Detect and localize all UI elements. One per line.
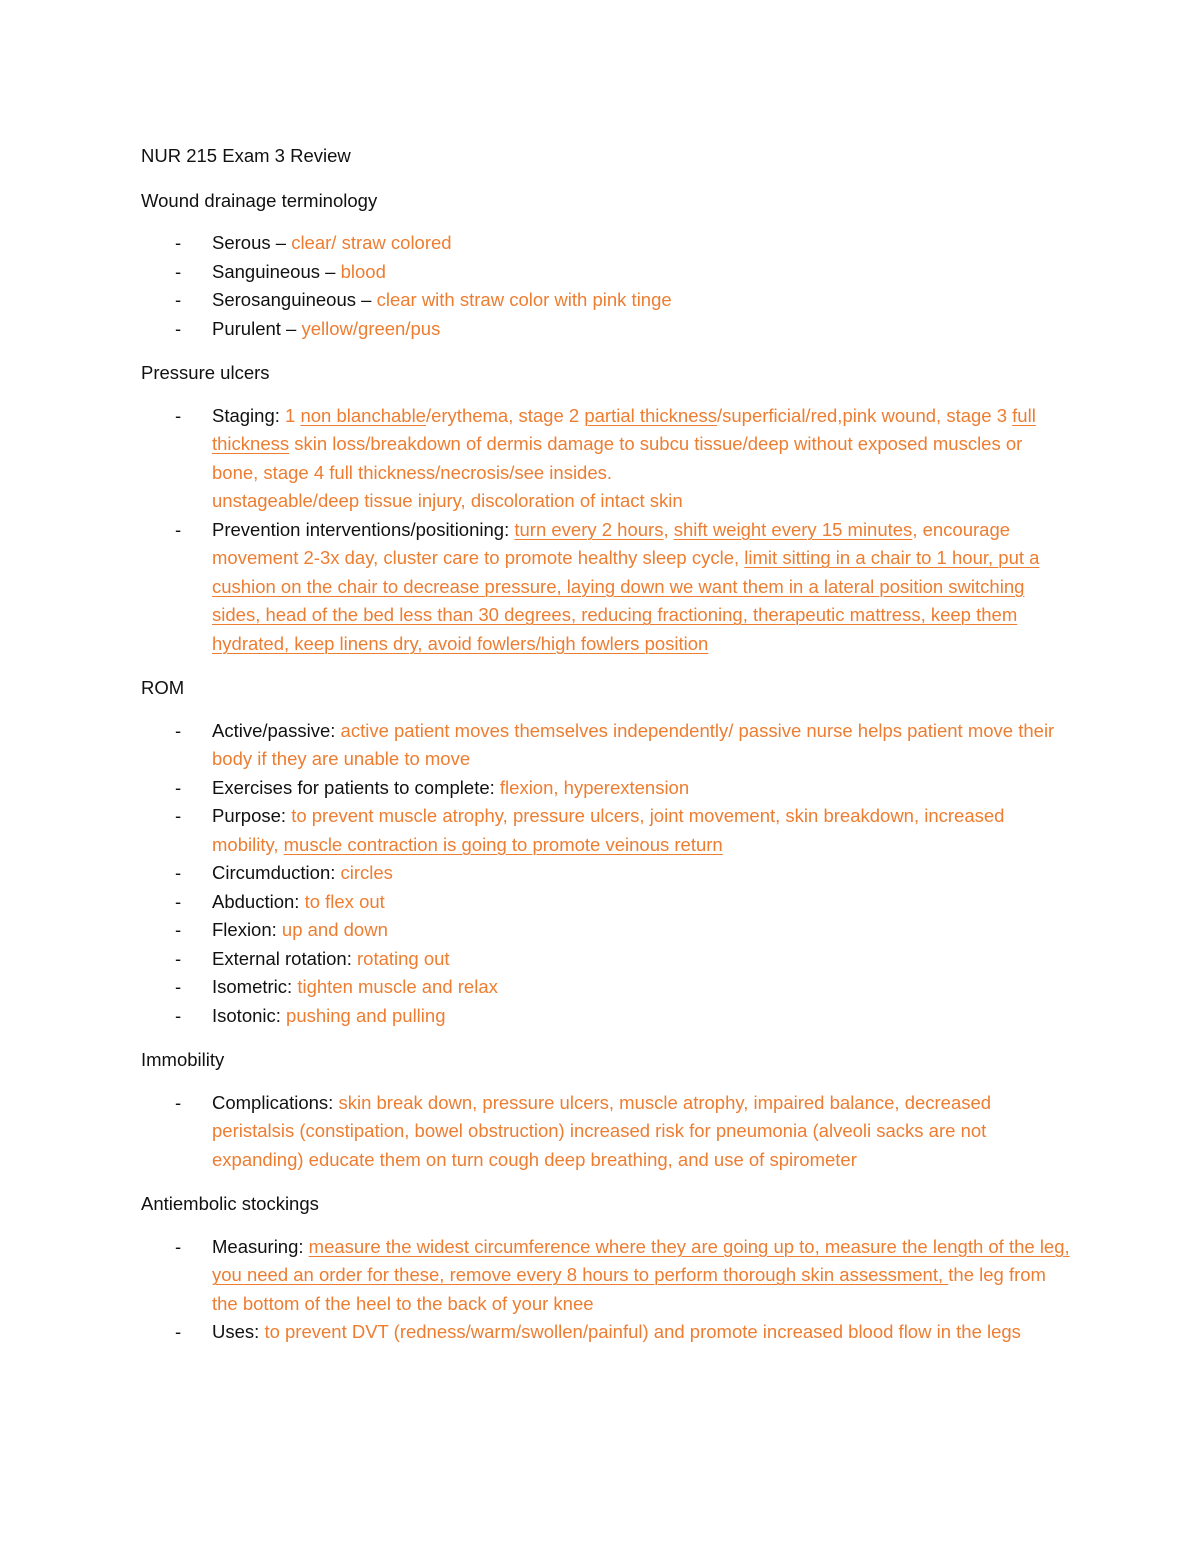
bullet-dash: - [175,518,182,540]
item-answer-underlined: turn every 2 hours [514,518,664,540]
item-answer: to flex out [304,890,385,912]
section-heading-immobility: Immobility [141,1049,225,1070]
item-label: Complications: [212,1091,339,1113]
item-label: Staging: [212,404,286,426]
list-item-complications [141,1089,1071,1175]
bullet-dash: - [175,890,182,912]
list-item-external-rotation [141,945,1071,974]
list-item-flexion [141,916,1071,945]
item-label: Active/passive: [212,719,341,741]
item-label: Sanguineous – [212,260,341,282]
bullet-dash: - [175,776,182,798]
item-label: Circumduction: [212,862,341,883]
antiembolic-stockings-list [141,1233,1071,1347]
item-label: Flexion: [212,919,282,940]
pressure-ulcers-list [141,402,1071,659]
item-label: Purulent – [212,317,302,339]
immobility-list [141,1089,1071,1175]
item-answer-unstageable: unstageable/deep tissue injury, discoloration of intact skin [212,490,683,511]
item-answer: skin loss/breakdown of dermis damage to subcu tissue/deep without exposed muscles or bone, stage 4 full thickness/necrosis/see insides. [212,433,1023,483]
list-item-purulent [141,315,1071,344]
item-answer: , [663,518,674,540]
list-item-isometric [141,973,1071,1002]
item-answer: /superficial/red,pink wound, stage 3 [717,404,1013,426]
bullet-dash: - [175,1321,182,1342]
list-item-exercises [141,774,1071,803]
bullet-dash: - [175,1004,182,1026]
item-answer: skin break down, pressure ulcers, muscle atrophy, impaired balance, decreased peristalsis (constipation, bowel obstruction) increased risk for pneumonia (alveoli sacks are not expanding) educate them on turn cough deep breathing, and use of spirometer [212,1091,992,1170]
list-item-serosanguineous [141,286,1071,315]
item-label: External rotation: [212,947,357,969]
bullet-dash: - [175,1235,182,1257]
item-answer: clear/ straw colored [291,232,452,253]
item-answer: the leg from the bottom of the heel to the back of your knee [212,1264,1046,1314]
item-label: Serosanguineous – [212,289,377,310]
item-label: Purpose: [212,805,292,826]
item-label: Serous – [212,232,292,253]
item-answer-underlined: full thickness [212,404,1036,454]
item-answer: 1 [285,404,301,426]
bullet-dash: - [175,919,182,940]
item-answer: , encourage movement 2-3x day, cluster care to promote healthy sleep cycle, [212,518,1011,568]
item-answer: blood [340,260,386,282]
list-item-sanguineous [141,258,1071,287]
bullet-dash: - [175,805,182,826]
item-answer: tighten muscle and relax [297,976,498,997]
bullet-dash: - [175,289,182,310]
section-heading-antiembolic-stockings: Antiembolic stockings [141,1193,319,1214]
item-label: Isometric: [212,976,298,997]
bullet-dash: - [175,719,182,741]
document-body [141,142,1071,1347]
item-label: Isotonic: [212,1004,287,1026]
list-item-measuring [141,1233,1071,1319]
bullet-dash: - [175,947,182,969]
item-answer: pushing and pulling [286,1004,446,1026]
bullet-dash: - [175,232,182,253]
item-answer-underlined: non blanchable [300,404,426,426]
section-heading-rom: ROM [141,677,185,698]
item-answer: to prevent DVT (redness/warm/swollen/painful) and promote increased blood flow in the legs [264,1321,1021,1342]
section-heading-pressure-ulcers: Pressure ulcers [141,362,270,383]
list-item-abduction [141,888,1071,917]
list-item-serous [141,229,1071,258]
item-answer: rotating out [357,947,450,969]
bullet-dash: - [175,976,182,997]
bullet-dash: - [175,1091,182,1113]
bullet-dash: - [175,317,182,339]
item-answer: clear with straw color with pink tinge [376,289,672,310]
bullet-dash: - [175,404,182,426]
bullet-dash: - [175,862,182,883]
item-answer: up and down [281,919,388,940]
item-label: Abduction: [212,890,305,912]
item-answer-underlined: partial thickness [584,404,717,426]
list-item-circumduction [141,859,1071,888]
list-item-purpose [141,802,1071,859]
item-label: Exercises for patients to complete: [212,776,500,798]
item-answer: circles [340,862,393,883]
item-answer: flexion, hyperextension [499,776,690,798]
list-item-staging [141,402,1071,516]
item-label: Uses: [212,1321,265,1342]
item-answer: /erythema, stage 2 [425,404,585,426]
item-answer: yellow/green/pus [301,317,441,339]
item-answer-underlined: shift weight every 15 minutes [673,518,913,540]
section-heading-wound-drainage: Wound drainage terminology [141,189,378,211]
list-item-uses [141,1318,1071,1347]
list-item-isotonic [141,1002,1071,1031]
item-label: Measuring: [212,1235,309,1257]
item-answer-underlined: measure the widest circumference where they are going up to, measure the length of the leg, you need an order for these, remove every 8 hours to perform thorough skin assessment, [212,1235,1070,1285]
list-item-active-passive [141,717,1071,774]
rom-list [141,717,1071,1031]
wound-drainage-list [141,229,1071,343]
item-answer: to prevent muscle atrophy, pressure ulcers, joint movement, skin breakdown, increased mobility, [212,805,1005,855]
document-title: NUR 215 Exam 3 Review [141,145,351,166]
list-item-prevention [141,516,1071,659]
item-label: Prevention interventions/positioning: [212,518,515,540]
bullet-dash: - [175,260,182,282]
item-answer: active patient moves themselves independently/ passive nurse helps patient move their body if they are unable to move [212,719,1055,769]
item-answer-underlined: muscle contraction is going to promote veinous return [283,833,723,855]
item-answer-underlined: limit sitting in a chair to 1 hour, put a cushion on the chair to decrease pressure, laying down we want them in a lateral position switching sides, head of the bed less than 30 degrees, reducing fractioning, therapeutic mattress, keep them hydrated, keep linens dry, avoid fowlers/high fowlers position [212,547,1040,654]
